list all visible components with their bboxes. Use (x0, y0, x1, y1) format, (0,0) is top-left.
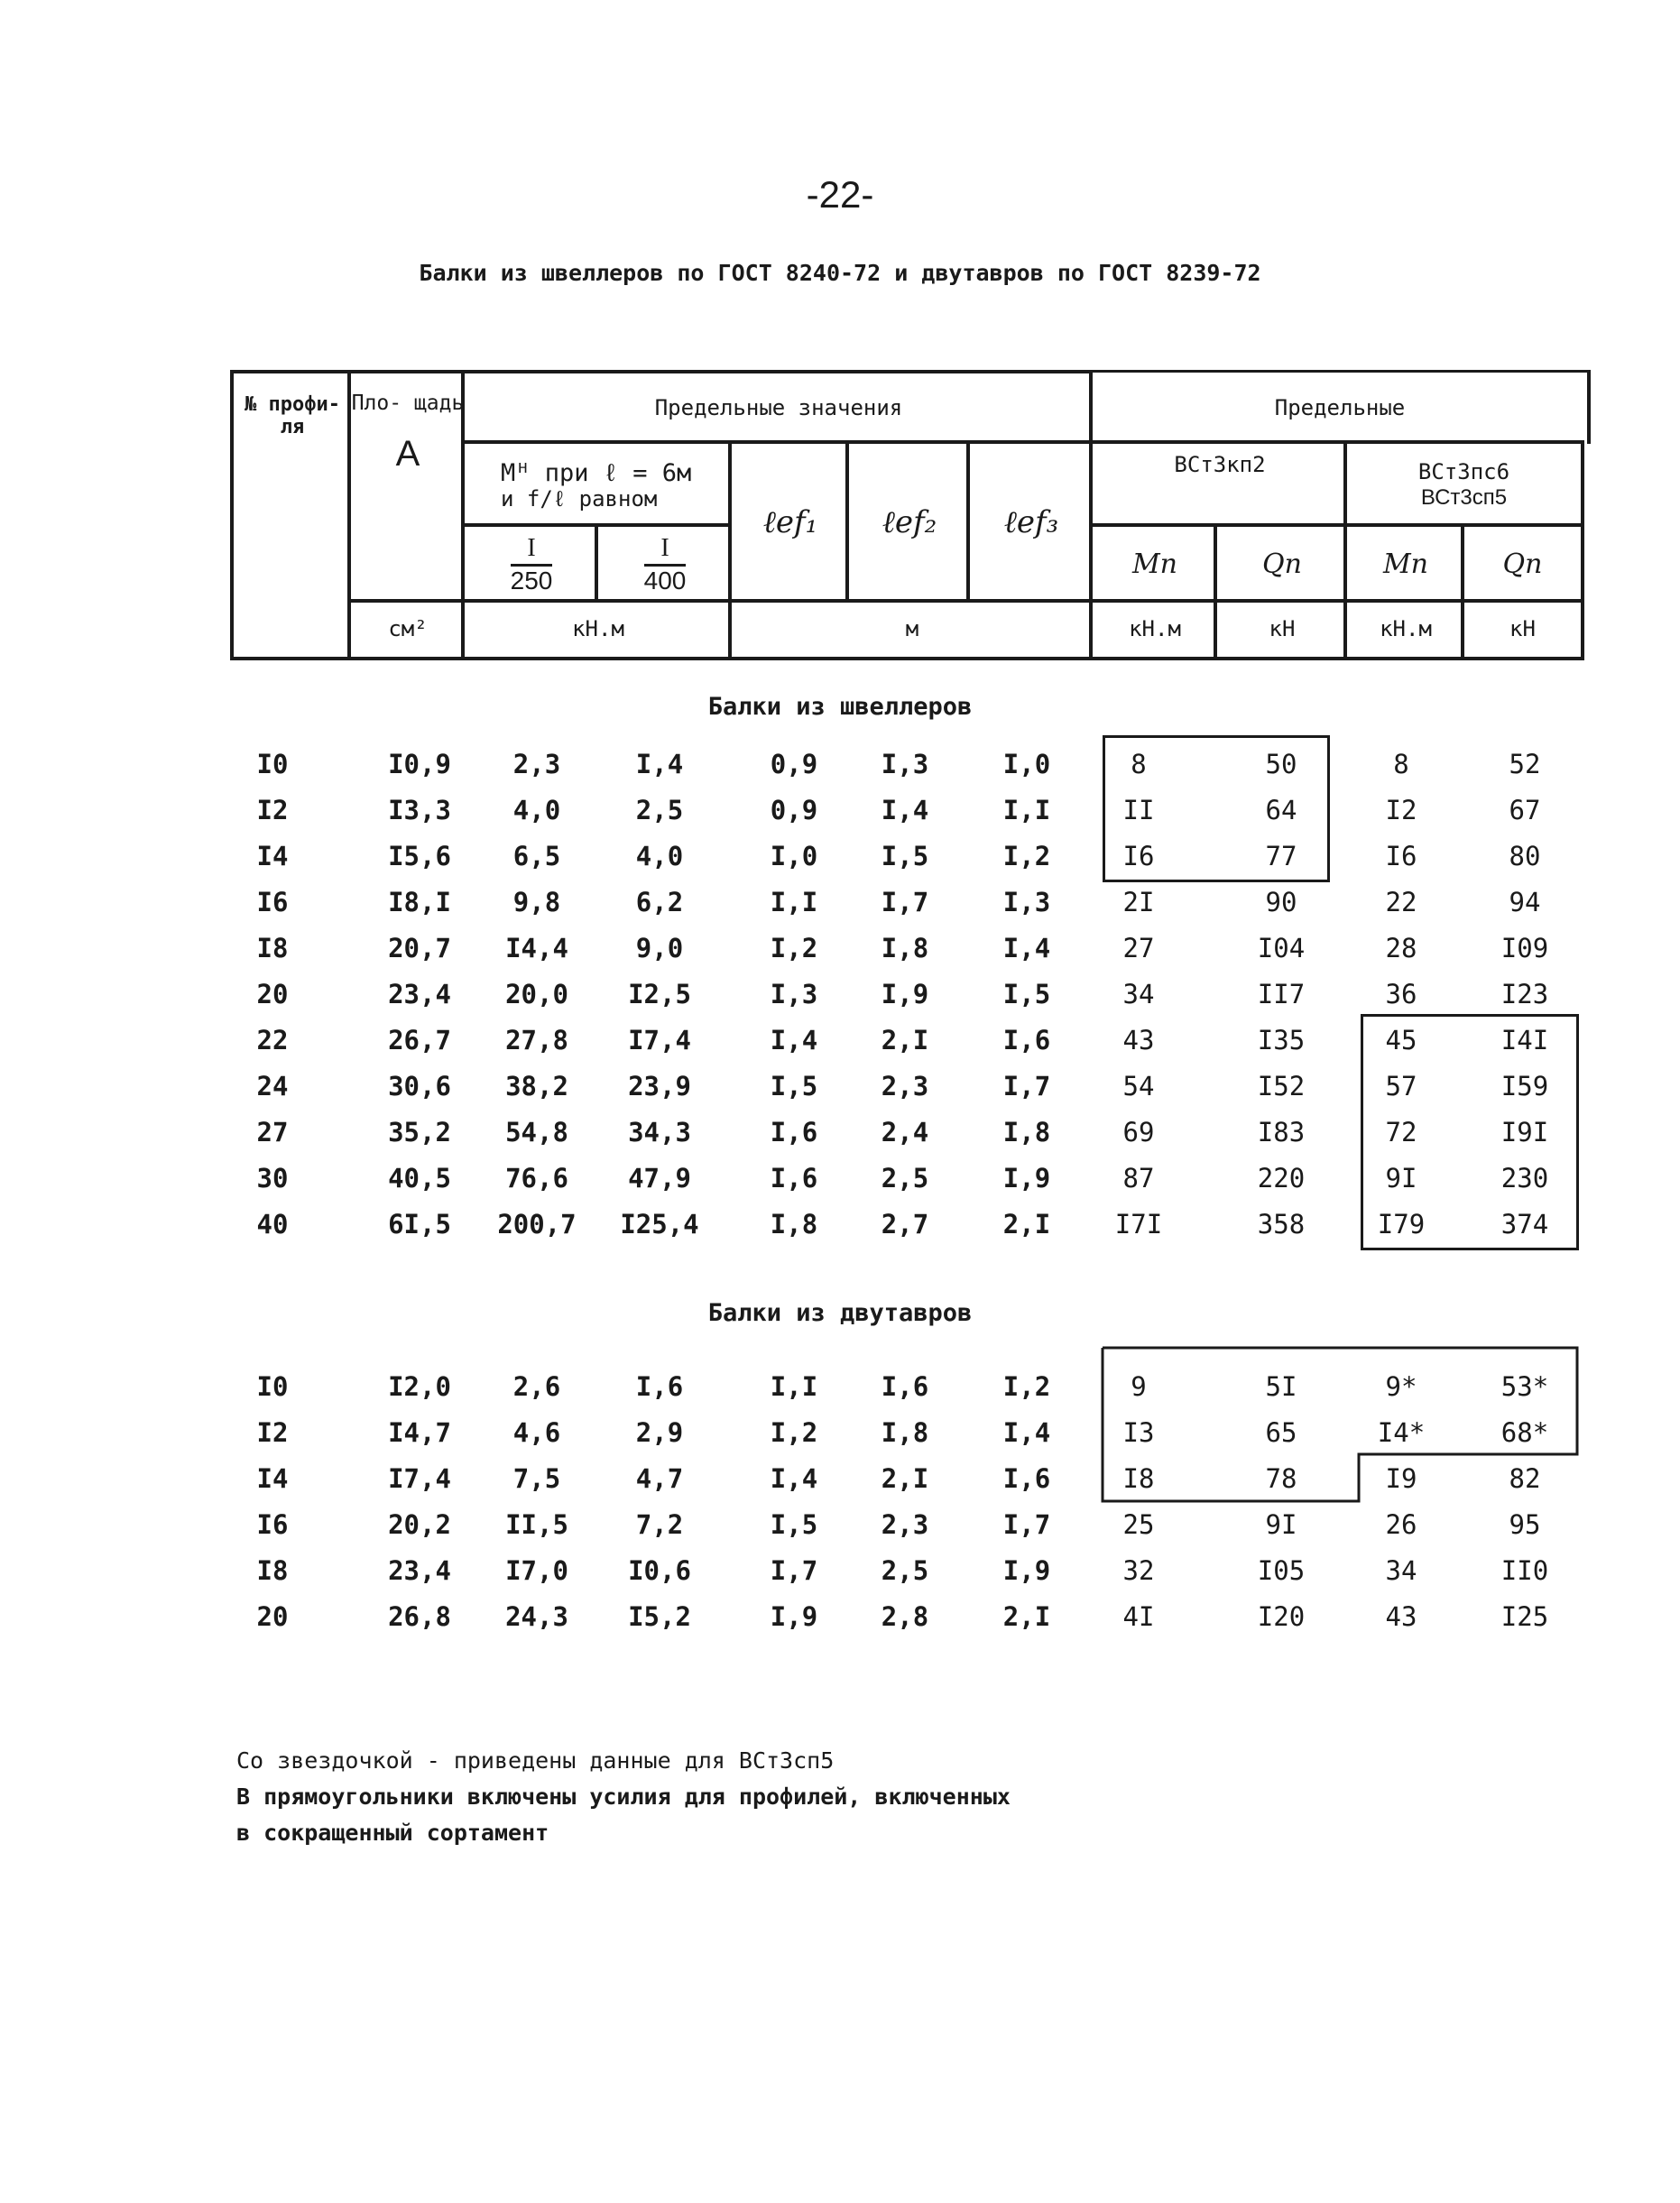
table-cell: 9 (1131, 1371, 1147, 1402)
table-cell: I7,0 (505, 1555, 568, 1586)
highlight-box-channels-vst3ps6 (1361, 1014, 1579, 1250)
table-cell: 26 (1385, 1509, 1417, 1540)
table-cell: I,3 (881, 749, 929, 779)
table-cell: 24 (256, 1071, 289, 1102)
table-cell: I,5 (881, 841, 929, 871)
table-cell: I,2 (770, 1417, 818, 1448)
table-cell: I2 (1385, 795, 1417, 825)
table-cell: I,8 (1002, 1117, 1051, 1148)
table-cell: 2,9 (635, 1417, 684, 1448)
table-cell: I23 (1500, 979, 1549, 1009)
header-lef2: ℓef₂ (845, 440, 970, 603)
table-cell: 2,4 (881, 1117, 929, 1148)
table-cell: 6,5 (512, 841, 561, 871)
header-frac-250 (461, 523, 598, 603)
table-cell: 67 (1509, 795, 1541, 825)
table-cell: I,4 (770, 1463, 818, 1494)
table-cell: I2,5 (628, 979, 691, 1009)
table-cell: 45 (1385, 1025, 1417, 1055)
table-cell: I09 (1500, 933, 1549, 963)
table-cell: I6 (1385, 841, 1417, 871)
table-cell: 2,I (881, 1463, 929, 1494)
table-cell: 8 (1393, 749, 1409, 779)
table-cell: I9 (1385, 1463, 1417, 1494)
table-cell: I,6 (770, 1163, 818, 1194)
header-qn-1: Qn (1214, 523, 1347, 603)
table-cell: 24,3 (505, 1601, 568, 1632)
unit-qn-2: кН (1461, 599, 1584, 660)
table-cell: I,2 (1002, 841, 1051, 871)
table-cell: II (1122, 795, 1155, 825)
table-cell: 7,2 (635, 1509, 684, 1540)
table-cell: 43 (1385, 1601, 1417, 1632)
table-cell: 30 (256, 1163, 289, 1194)
header-moment-line2: и f/ℓ равном (501, 485, 658, 512)
table-cell: 26,7 (388, 1025, 451, 1055)
table-cell: 9,8 (512, 887, 561, 917)
table-cell: 0,9 (770, 795, 818, 825)
table-cell: I6 (1122, 841, 1155, 871)
table-cell: 94 (1509, 887, 1541, 917)
table-cell: 40,5 (388, 1163, 451, 1194)
table-cell: 2,3 (512, 749, 561, 779)
header-lef1: ℓef₁ (728, 440, 849, 603)
table-cell: 20 (256, 1601, 289, 1632)
table-cell: I8 (256, 933, 289, 963)
table-cell: 358 (1257, 1209, 1306, 1240)
header-qn-2: Qn (1461, 523, 1584, 603)
header-moment (461, 440, 732, 527)
note-asterisk: Со звездочкой - приведены данные для ВСт3сп5 (236, 1747, 835, 1774)
highlight-box-channels-vst3kp2 (1103, 735, 1330, 882)
table-row (0, 742, 1680, 787)
table-cell: 95 (1509, 1509, 1541, 1540)
table-cell: 6,2 (635, 887, 684, 917)
table-cell: I,2 (770, 933, 818, 963)
table-cell: I04 (1257, 933, 1306, 963)
notes (236, 1743, 1011, 1851)
table-cell: 34,3 (628, 1117, 691, 1148)
table-cell: I,0 (770, 841, 818, 871)
header-limit-values: Предельные значения (461, 370, 1093, 444)
table-row (0, 788, 1680, 833)
table-cell: I,4 (881, 795, 929, 825)
table-cell: 27,8 (505, 1025, 568, 1055)
table-cell: I2 (256, 1417, 289, 1448)
table-cell: I,5 (1002, 979, 1051, 1009)
table-cell: I3,3 (388, 795, 451, 825)
table-cell: 32 (1122, 1555, 1155, 1586)
table-cell: I25 (1500, 1601, 1549, 1632)
unit-area: см² (347, 599, 465, 660)
table-cell: I,7 (1002, 1071, 1051, 1102)
table-cell: 27 (1122, 933, 1155, 963)
header-area (347, 370, 465, 603)
table-cell: I59 (1500, 1071, 1549, 1102)
table-cell: 72 (1385, 1117, 1417, 1148)
table-cell: 4,6 (512, 1417, 561, 1448)
table-cell: 76,6 (505, 1163, 568, 1194)
table-cell: 34 (1122, 979, 1155, 1009)
table-cell: I,3 (770, 979, 818, 1009)
table-cell: 22 (1385, 887, 1417, 917)
table-cell: I,9 (1002, 1163, 1051, 1194)
table-cell: 9I (1265, 1509, 1297, 1540)
table-cell: I2,0 (388, 1371, 451, 1402)
header-area-symbol: А (395, 434, 420, 475)
table-cell: I35 (1257, 1025, 1306, 1055)
table-cell: I0,6 (628, 1555, 691, 1586)
table-cell: 77 (1265, 841, 1297, 871)
table-cell: II7 (1257, 979, 1306, 1009)
unit-mn-2: кН.м (1343, 599, 1464, 660)
table-cell: I,9 (881, 979, 929, 1009)
table-cell: I20 (1257, 1601, 1306, 1632)
header-mn-2: Mn (1343, 523, 1464, 603)
table-cell: 40 (256, 1209, 289, 1240)
table-cell: I79 (1377, 1209, 1426, 1240)
section-title-channels: Балки из швеллеров (707, 693, 973, 721)
table-cell: 9,0 (635, 933, 684, 963)
table-cell: 2,8 (881, 1601, 929, 1632)
table-cell: I8,I (388, 887, 451, 917)
table-cell: 27 (256, 1117, 289, 1148)
table-cell: I4I (1500, 1025, 1549, 1055)
table-cell: I,9 (770, 1601, 818, 1632)
table-cell: 2,I (881, 1025, 929, 1055)
table-cell: 20,2 (388, 1509, 451, 1540)
header-steel-1: ВСт3кп2 (1089, 440, 1347, 527)
table-row (0, 972, 1680, 1017)
table-cell: 2,I (1002, 1209, 1051, 1240)
table-cell: I,8 (881, 1417, 929, 1448)
table-cell: 36 (1385, 979, 1417, 1009)
table-cell: 23,9 (628, 1071, 691, 1102)
table-cell: I,3 (1002, 887, 1051, 917)
table-cell: 20 (256, 979, 289, 1009)
unit-mn-1: кН.м (1089, 599, 1217, 660)
table-cell: I5,6 (388, 841, 451, 871)
header-limit-right: Предельные (1089, 370, 1591, 444)
table-cell: 2,5 (635, 795, 684, 825)
table-cell: I,I (770, 887, 818, 917)
header-mn-1: Mn (1089, 523, 1217, 603)
header-profile: № профи- ля (230, 370, 351, 660)
table-cell: I4,4 (505, 933, 568, 963)
table-cell: 0,9 (770, 749, 818, 779)
table-cell: I,6 (770, 1117, 818, 1148)
table-cell: 2I (1122, 887, 1155, 917)
table-cell: 65 (1265, 1417, 1297, 1448)
table-cell: 25 (1122, 1509, 1155, 1540)
table-cell: 4I (1122, 1601, 1155, 1632)
table-cell: I4 (256, 841, 289, 871)
table-cell: 220 (1257, 1163, 1306, 1194)
table-cell: 30,6 (388, 1071, 451, 1102)
table-row (0, 1502, 1680, 1547)
table-cell: 69 (1122, 1117, 1155, 1148)
table-cell: I,4 (1002, 1417, 1051, 1448)
table-cell: 2,I (1002, 1601, 1051, 1632)
table-cell: I,2 (1002, 1371, 1051, 1402)
table-row (0, 834, 1680, 879)
table-cell: I,0 (1002, 749, 1051, 779)
frac-den-2: 400 (643, 566, 687, 595)
table-cell: 4,0 (512, 795, 561, 825)
table-cell: 68* (1500, 1417, 1549, 1448)
table-cell: 20,0 (505, 979, 568, 1009)
table-cell: I,9 (1002, 1555, 1051, 1586)
table-cell: I0 (256, 749, 289, 779)
table-cell: II0 (1500, 1555, 1549, 1586)
table-cell: I05 (1257, 1555, 1306, 1586)
table-cell: 38,2 (505, 1071, 568, 1102)
table-cell: 2,5 (881, 1163, 929, 1194)
table-cell: 53* (1500, 1371, 1549, 1402)
header-frac-400 (595, 523, 732, 603)
table-cell: I,6 (1002, 1025, 1051, 1055)
table-cell: I8 (256, 1555, 289, 1586)
table-cell: I,7 (1002, 1509, 1051, 1540)
table-cell: 54,8 (505, 1117, 568, 1148)
note-rectangles-1: В прямоугольники включены усилия для профилей, включенных (236, 1784, 1011, 1810)
table-cell: 64 (1265, 795, 1297, 825)
table-cell: I9I (1500, 1117, 1549, 1148)
header-steel-2-line1: ВСт3пс6 (1417, 459, 1510, 485)
header-lef3: ℓef₃ (966, 440, 1093, 603)
table-cell: 4,0 (635, 841, 684, 871)
table-cell: 2,3 (881, 1071, 929, 1102)
table-cell: I0 (256, 1371, 289, 1402)
table-cell: I,4 (1002, 933, 1051, 963)
table-cell: I4* (1377, 1417, 1426, 1448)
table-cell: 50 (1265, 749, 1297, 779)
table-cell: 35,2 (388, 1117, 451, 1148)
header-steel-2 (1343, 440, 1584, 527)
frac-den-1: 250 (510, 566, 553, 595)
table-cell: I,6 (635, 1371, 684, 1402)
table-row (0, 1548, 1680, 1593)
table-row (0, 1594, 1680, 1639)
header-steel-2-line2: ВСт3сп5 (1420, 485, 1508, 510)
frac-num-1: I (511, 534, 551, 566)
table-cell: 43 (1122, 1025, 1155, 1055)
table-cell: I8 (1122, 1463, 1155, 1494)
unit-moment: кН.м (461, 599, 732, 660)
unit-length: м (728, 599, 1093, 660)
table-cell: I4,7 (388, 1417, 451, 1448)
table-cell: 54 (1122, 1071, 1155, 1102)
table-cell: I4 (256, 1463, 289, 1494)
table-cell: I,I (770, 1371, 818, 1402)
table-cell: 374 (1500, 1209, 1549, 1240)
table-cell: I52 (1257, 1071, 1306, 1102)
table-cell: 87 (1122, 1163, 1155, 1194)
table-cell: 23,4 (388, 1555, 451, 1586)
table-cell: 9I (1385, 1163, 1417, 1194)
section-title-ibeams: Балки из двутавров (707, 1299, 973, 1327)
table-cell: 22 (256, 1025, 289, 1055)
table-cell: I,I (1002, 795, 1051, 825)
table-cell: 28 (1385, 933, 1417, 963)
table-cell: 82 (1509, 1463, 1541, 1494)
table-cell: I,5 (770, 1509, 818, 1540)
table-cell: 5I (1265, 1371, 1297, 1402)
table-cell: I6 (256, 887, 289, 917)
table-cell: I0,9 (388, 749, 451, 779)
table-cell: 34 (1385, 1555, 1417, 1586)
table-cell: I5,2 (628, 1601, 691, 1632)
table-cell: I,4 (635, 749, 684, 779)
table-cell: I,8 (770, 1209, 818, 1240)
table-cell: II,5 (505, 1509, 568, 1540)
table-cell: 9* (1385, 1371, 1417, 1402)
table-cell: I,6 (1002, 1463, 1051, 1494)
table-cell: I7I (1114, 1209, 1163, 1240)
table-cell: 2,6 (512, 1371, 561, 1402)
page-number: -22- (806, 173, 874, 216)
table-cell: I7,4 (628, 1025, 691, 1055)
table-cell: I,5 (770, 1071, 818, 1102)
table-cell: 20,7 (388, 933, 451, 963)
note-rectangles-2: в сокращенный сортамент (236, 1820, 549, 1846)
table-cell: 26,8 (388, 1601, 451, 1632)
table-cell: 57 (1385, 1071, 1417, 1102)
table-cell: 6I,5 (388, 1209, 451, 1240)
page-title: Балки из швеллеров по ГОСТ 8240-72 и двутавров по ГОСТ 8239-72 (419, 260, 1261, 286)
table-cell: I,7 (881, 887, 929, 917)
table-cell: 2,3 (881, 1509, 929, 1540)
table-cell: I83 (1257, 1117, 1306, 1148)
table-cell: 23,4 (388, 979, 451, 1009)
table-cell: 47,9 (628, 1163, 691, 1194)
table-cell: 78 (1265, 1463, 1297, 1494)
table-cell: I,7 (770, 1555, 818, 1586)
unit-qn-1: кН (1214, 599, 1347, 660)
header-moment-line1: Mᴴ при ℓ = 6м (501, 458, 692, 487)
table-cell: 230 (1500, 1163, 1549, 1194)
table-cell: 80 (1509, 841, 1541, 871)
header-area-label: Пло- щадь (351, 392, 465, 415)
table-cell: I,4 (770, 1025, 818, 1055)
table-cell: I3 (1122, 1417, 1155, 1448)
table-cell: 200,7 (497, 1209, 577, 1240)
table-row (0, 926, 1680, 971)
table-cell: 8 (1131, 749, 1147, 779)
table-cell: I7,4 (388, 1463, 451, 1494)
highlight-box-ibeams (1101, 1346, 1588, 1505)
table-cell: 2,5 (881, 1555, 929, 1586)
table-cell: I,8 (881, 933, 929, 963)
table-cell: 2,7 (881, 1209, 929, 1240)
table-cell: 4,7 (635, 1463, 684, 1494)
table-cell: I25,4 (620, 1209, 699, 1240)
table-cell: I6 (256, 1509, 289, 1540)
table-cell: 90 (1265, 887, 1297, 917)
table-cell: 7,5 (512, 1463, 561, 1494)
table-cell: I2 (256, 795, 289, 825)
table-cell: 52 (1509, 749, 1541, 779)
table-cell: I,6 (881, 1371, 929, 1402)
frac-num-2: I (644, 534, 685, 566)
table-row (0, 880, 1680, 925)
